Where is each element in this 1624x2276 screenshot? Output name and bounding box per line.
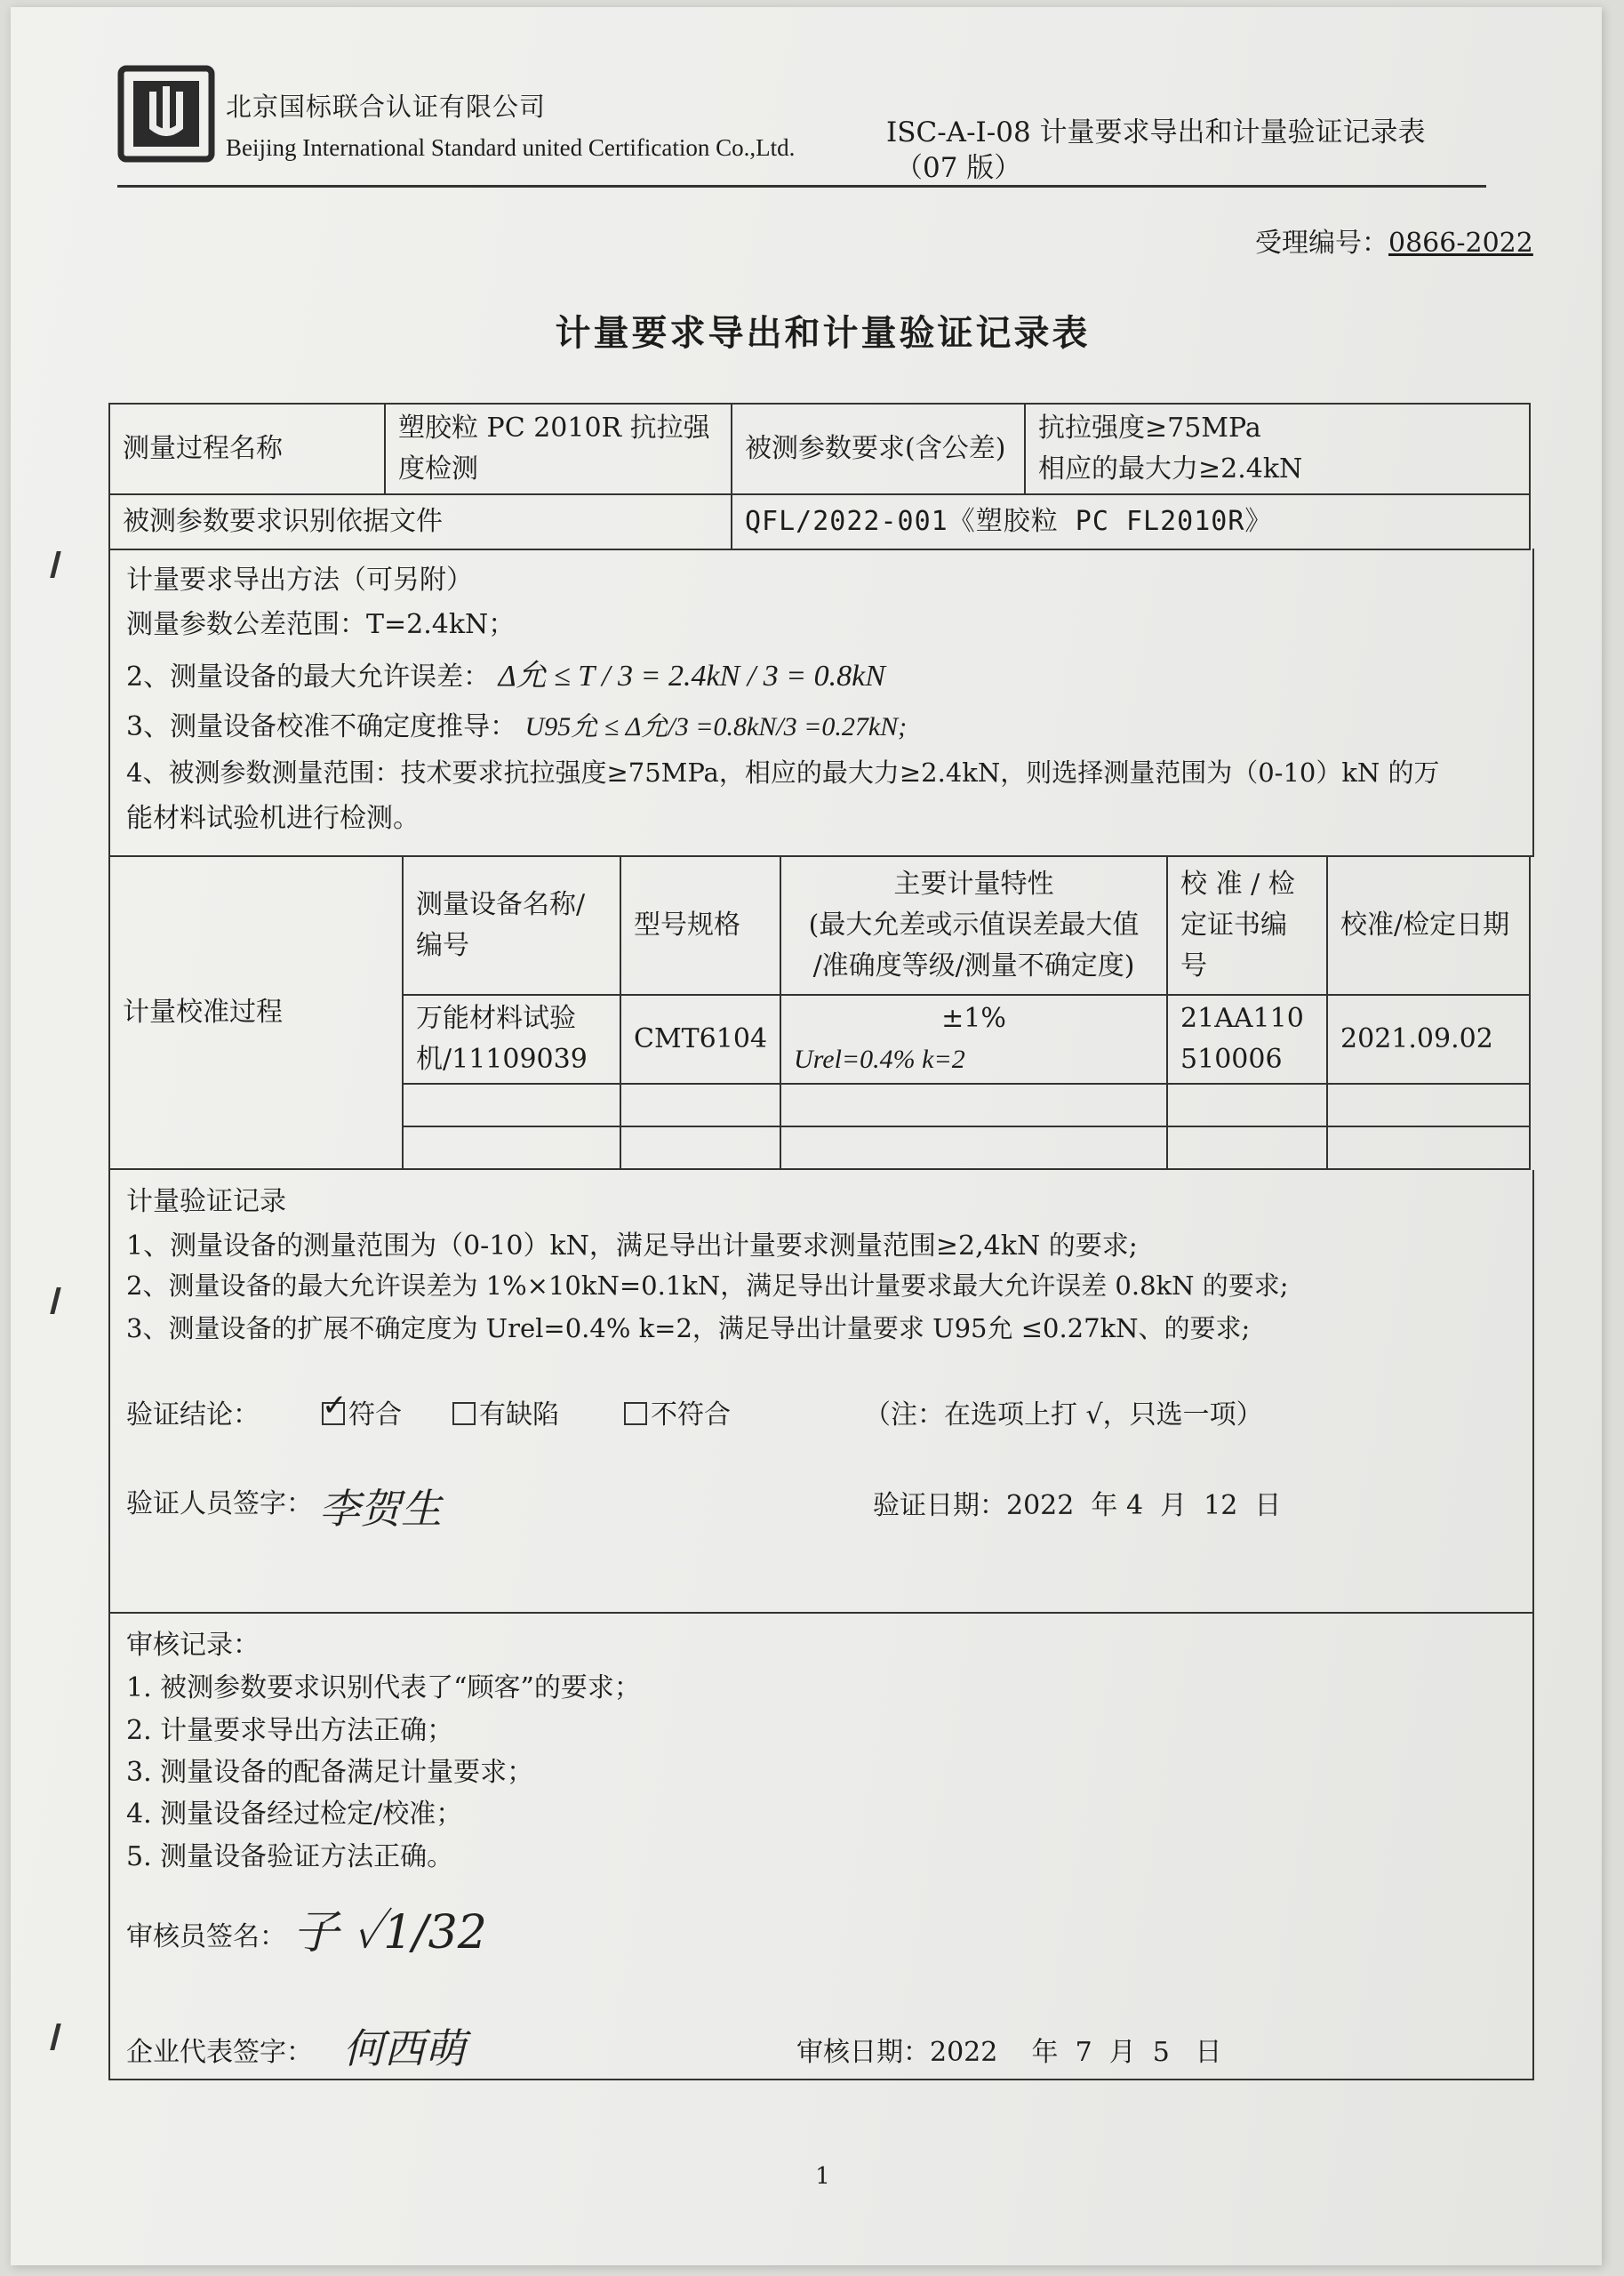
review-item: 4. 测量设备经过检定/校准； bbox=[126, 1799, 463, 1830]
derivation-line2-prefix: 3、测量设备校准不确定度推导： bbox=[126, 711, 517, 742]
param-req-line1: 抗拉强度≥75MPa bbox=[1038, 413, 1261, 444]
empty-cell bbox=[780, 1084, 1167, 1126]
verifier-label: 验证人员签字： bbox=[126, 1488, 313, 1519]
margin-mark bbox=[50, 2024, 60, 2050]
verification-line1: 1、测量设备的测量范围为（0-10）kN，满足导出计量要求测量范围≥2,4kN 的要求; bbox=[126, 1230, 1138, 1262]
row-cert-line1: 21AA110 bbox=[1180, 1003, 1304, 1034]
param-req-value bbox=[1025, 404, 1530, 494]
row-cert-line2: 510006 bbox=[1180, 1044, 1283, 1075]
certification-logo-icon bbox=[117, 65, 215, 163]
row-device-line1: 万能材料试验 bbox=[416, 1003, 576, 1034]
col-cert-header-line3: 号 bbox=[1180, 950, 1208, 982]
basis-value: QFL/2022-001《塑胶粒 PC FL2010R》 bbox=[732, 494, 1530, 549]
col-cert-header bbox=[1167, 856, 1327, 995]
form-version: （07 版） bbox=[895, 152, 1022, 184]
nonconform-checkbox[interactable] bbox=[624, 1402, 647, 1425]
review-item: 5. 测量设备验证方法正确。 bbox=[126, 1841, 454, 1872]
col-device-header bbox=[403, 856, 620, 995]
process-table bbox=[108, 403, 1531, 550]
basis-label: 被测参数要求识别依据文件 bbox=[109, 494, 732, 549]
empty-cell bbox=[403, 1084, 620, 1126]
verification-line2: 2、测量设备的最大允许误差为 1%×10kN=0.1kN，满足导出计量要求最大允许误差 0.8kN 的要求; bbox=[126, 1270, 1289, 1301]
param-req-label: 被测参数要求(含公差) bbox=[732, 404, 1025, 494]
calibration-table bbox=[108, 855, 1531, 1170]
empty-cell bbox=[403, 1126, 620, 1169]
row-char bbox=[780, 995, 1167, 1084]
company-name-en: Beijing International Standard united Certification Co.,Ltd. bbox=[226, 134, 796, 161]
col-device-header-line1: 测量设备名称/ bbox=[416, 889, 586, 920]
rep-signature: 何西萌 bbox=[343, 2024, 466, 2072]
derivation-line1-prefix: 2、测量设备的最大允许误差： bbox=[126, 661, 491, 693]
acceptance-value: 0866-2022 bbox=[1388, 228, 1533, 259]
verification-date-label: 验证日期： bbox=[873, 1490, 1006, 1521]
verification-date bbox=[873, 1483, 1281, 1522]
company-name-cn: 北京国标联合认证有限公司 bbox=[226, 92, 547, 122]
row-date: 2021.09.02 bbox=[1327, 995, 1530, 1084]
verification-line3: 3、测量设备的扩展不确定度为 Urel=0.4% k=2，满足导出计量要求 U95允 ≤0.27kN、的要求; bbox=[126, 1313, 1251, 1343]
col-cert-header-line2: 定证书编 bbox=[1180, 910, 1288, 941]
verification-heading: 计量验证记录 bbox=[126, 1186, 286, 1217]
page-number: 1 bbox=[815, 2163, 830, 2190]
col-model-header: 型号规格 bbox=[620, 856, 780, 995]
verification-section bbox=[108, 1170, 1534, 1614]
empty-cell bbox=[620, 1126, 780, 1169]
review-date bbox=[796, 2030, 1222, 2069]
col-cert-header-line1: 校 准 / 检 bbox=[1180, 869, 1295, 900]
empty-cell bbox=[1327, 1084, 1530, 1126]
rep-label: 企业代表签字： bbox=[126, 2037, 313, 2068]
calibration-section-label: 计量校准过程 bbox=[109, 856, 403, 1169]
review-section bbox=[108, 1612, 1534, 2080]
option-defect-label: 有缺陷 bbox=[479, 1399, 559, 1431]
review-item: 1. 被测参数要求识别代表了“顾客”的要求； bbox=[126, 1672, 641, 1703]
option-conform[interactable] bbox=[322, 1392, 402, 1431]
margin-mark bbox=[50, 551, 60, 578]
selection-note: （注：在选项上打 √，只选一项） bbox=[864, 1399, 1263, 1431]
col-device-header-line2: 编号 bbox=[416, 930, 469, 961]
row-device-line2: 机/11109039 bbox=[416, 1044, 588, 1075]
form-code: ISC-A-I-08 计量要求导出和计量验证记录表 bbox=[886, 116, 1426, 148]
acceptance-label: 受理编号： bbox=[1255, 228, 1388, 259]
row-device bbox=[403, 995, 620, 1084]
review-date-label: 审核日期： bbox=[796, 2037, 930, 2068]
row-cert bbox=[1167, 995, 1327, 1084]
param-req-line2: 相应的最大力≥2.4kN bbox=[1038, 453, 1303, 485]
option-nonconform[interactable] bbox=[624, 1392, 731, 1431]
empty-cell bbox=[780, 1126, 1167, 1169]
empty-cell bbox=[1167, 1126, 1327, 1169]
col-char-header-line3: /准确度等级/测量不确定度) bbox=[812, 950, 1135, 982]
row-char-line1: ±1% bbox=[941, 1003, 1006, 1034]
reviewer-label: 审核员签名： bbox=[126, 1921, 286, 1952]
review-item: 3. 测量设备的配备满足计量要求； bbox=[126, 1757, 534, 1788]
derivation-line2-math: U95允 ≤ Δ允/3 =0.8kN/3 =0.27kN; bbox=[524, 712, 908, 741]
verification-date-value: 2022 年 4 月 12 日 bbox=[1006, 1490, 1282, 1521]
process-name-line1: 塑胶粒 PC 2010R 抗拉强 bbox=[398, 413, 710, 444]
derivation-line3b: 能材料试验机进行检测。 bbox=[126, 803, 420, 834]
col-char-header-line1: 主要计量特性 bbox=[893, 869, 1054, 900]
option-conform-label: 符合 bbox=[348, 1399, 402, 1431]
derivation-line1-math: Δ允 ≤ T / 3 = 2.4kN / 3 = 0.8kN bbox=[498, 660, 885, 693]
option-nonconform-label: 不符合 bbox=[651, 1399, 731, 1431]
acceptance-number bbox=[1255, 220, 1533, 260]
row-char-line2: Urel=0.4% k=2 bbox=[794, 1045, 965, 1074]
review-item: 2. 计量要求导出方法正确； bbox=[126, 1715, 454, 1746]
process-name-value bbox=[385, 404, 732, 494]
row-model: CMT6104 bbox=[620, 995, 780, 1084]
empty-cell bbox=[1167, 1084, 1327, 1126]
process-name-line2: 度检测 bbox=[398, 453, 478, 485]
document-title: 计量要求导出和计量验证记录表 bbox=[555, 312, 1091, 354]
verifier-signature: 李贺生 bbox=[319, 1485, 442, 1533]
derivation-line2 bbox=[126, 704, 907, 743]
empty-cell bbox=[1327, 1126, 1530, 1169]
col-char-header bbox=[780, 856, 1167, 995]
review-date-value: 2022 年 7 月 5 日 bbox=[930, 2037, 1222, 2068]
process-name-label: 测量过程名称 bbox=[109, 404, 385, 494]
derivation-line0: 测量参数公差范围：T=2.4kN； bbox=[126, 609, 516, 640]
empty-cell bbox=[620, 1084, 780, 1126]
option-defect[interactable] bbox=[452, 1392, 559, 1431]
header-divider bbox=[117, 185, 1486, 188]
derivation-heading: 计量要求导出方法（可另附） bbox=[126, 565, 473, 596]
review-heading: 审核记录： bbox=[126, 1630, 260, 1661]
conclusion-label: 验证结论： bbox=[126, 1399, 260, 1431]
derivation-line1 bbox=[126, 651, 885, 694]
margin-mark bbox=[50, 1287, 60, 1314]
derivation-line3: 4、被测参数测量范围：技术要求抗拉强度≥75MPa，相应的最大力≥2.4kN，则选择测量范围为（0-10）kN 的万 bbox=[126, 757, 1440, 788]
col-char-header-line2: (最大允差或示值误差最大值 bbox=[808, 910, 1140, 941]
col-date-header: 校准/检定日期 bbox=[1327, 856, 1530, 995]
reviewer-signature: 子 ✓1/32 bbox=[292, 1906, 487, 1959]
derivation-section bbox=[108, 549, 1534, 857]
defect-checkbox[interactable] bbox=[452, 1402, 476, 1425]
conform-checkbox[interactable] bbox=[322, 1402, 345, 1425]
document-page bbox=[11, 7, 1602, 2265]
